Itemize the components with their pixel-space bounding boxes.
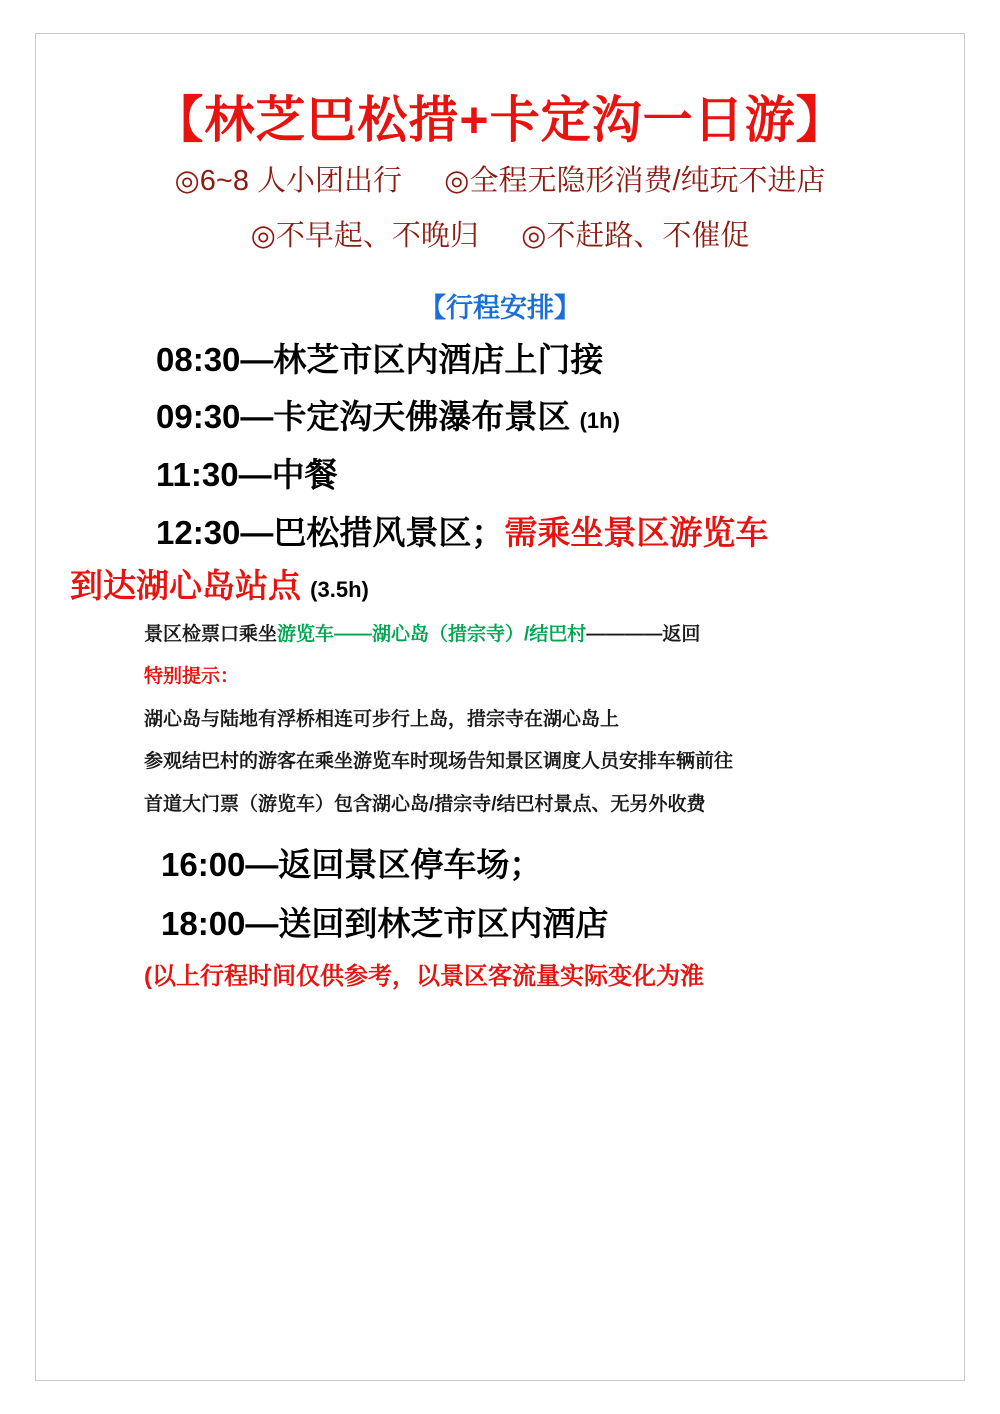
document-page [35,33,965,1381]
itinerary-text: 返回景区停车场； [278,845,543,883]
itinerary-row [66,504,934,562]
highlight-line-1 [66,154,934,209]
itinerary-row [66,331,934,389]
itinerary-text: 巴松措风景区； [273,513,505,551]
itinerary-dash: — [245,904,279,942]
tip-item: 参观结巴村的游客在乘坐游览车时现场告知景区调度人员安排车辆前往 [144,751,734,773]
itinerary-text: 中餐 [271,456,338,494]
route-part-4: ————返回 [586,623,701,645]
itinerary-duration: (3.5h) [310,576,369,602]
itinerary-row [66,835,934,894]
highlight-1-left: ◎6~8 人小团出行 [174,164,403,197]
section-title-itinerary: 【行程安排】 [419,292,581,323]
route-detail-block [66,622,934,819]
itinerary-dash: — [245,845,279,883]
route-part-1: 景区检票口乘坐 [144,623,278,645]
itinerary-time: 11:30 [156,456,239,494]
itinerary-text: 林芝市区内酒店上门接 [273,340,604,378]
itinerary-time: 12:30 [156,513,241,551]
route-part-2: 游览车—— [277,623,373,645]
route-part-3: 湖心岛（措宗寺）/结巴村 [372,623,587,645]
footnote: (以上行程时间仅供参考，以景区客流量实际变化为淮 [144,963,704,991]
itinerary-continuation-text: 到达湖心岛站点 [70,566,301,604]
itinerary-text: 送回到林芝市区内酒店 [278,904,609,942]
itinerary-row-continuation [66,562,934,610]
highlight-1-right: ◎全程无隐形消费/纯玩不进店 [444,164,826,197]
tip-label: 特别提示： [144,666,240,688]
itinerary-duration: (1h) [579,408,620,434]
itinerary-time: 09:30 [156,398,241,436]
highlight-line-2 [66,209,934,264]
tip-item: 首道大门票（游览车）包含湖心岛/措宗寺/结巴村景点、无另外收费 [144,793,706,815]
itinerary-highlight: 需乘坐景区游览车 [504,513,769,551]
itinerary-row [66,894,934,953]
itinerary-row [66,446,934,504]
highlight-2-left: ◎不早起、不晚归 [250,219,479,252]
itinerary-dash: — [240,340,274,378]
route-line [144,622,924,649]
itinerary-dash: — [240,513,274,551]
itinerary-time: 08:30 [156,340,241,378]
itinerary-dash: — [238,456,272,494]
itinerary-text: 卡定沟天佛瀑布景区 [273,398,571,436]
highlight-2-right: ◎不赶路、不催促 [521,219,750,252]
tip-item: 湖心岛与陆地有浮桥相连可步行上岛，措宗寺在湖心岛上 [144,708,620,730]
itinerary-time: 18:00 [161,904,246,942]
itinerary-dash: — [240,398,274,436]
document-body [36,34,964,992]
page-title: 【林芝巴松措+卡定沟一日游】 [153,92,847,148]
itinerary-list [66,331,934,954]
itinerary-time: 16:00 [161,845,246,883]
itinerary-row [66,388,934,446]
